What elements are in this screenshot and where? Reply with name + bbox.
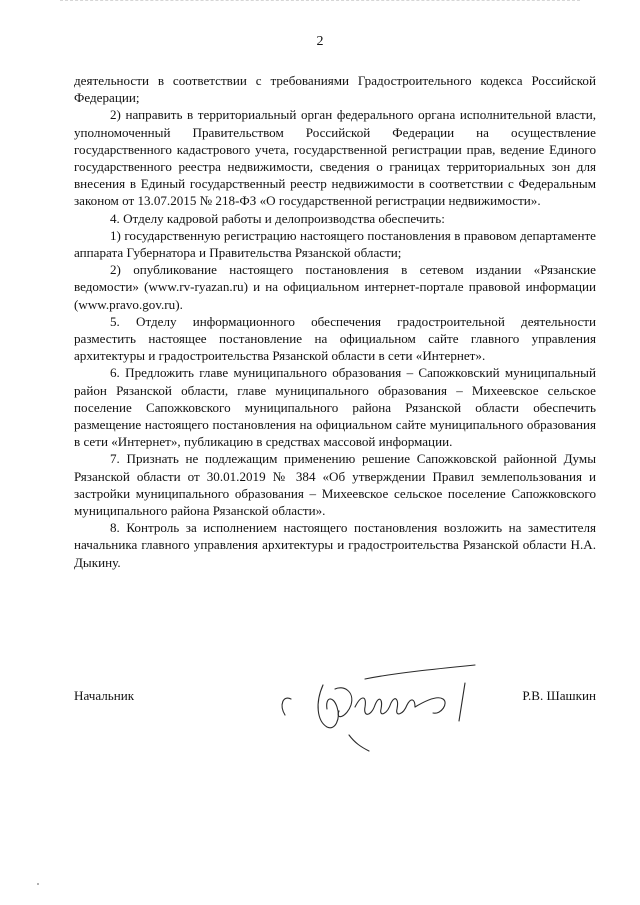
signatory-position: Начальник	[74, 688, 135, 703]
paragraph-item-4: 4. Отделу кадровой работы и делопроизводства обеспечить:	[110, 210, 445, 226]
signature-block	[74, 688, 596, 708]
handwritten-signature	[265, 655, 495, 765]
scan-edge-artifact	[60, 0, 580, 4]
signatory-name: Р.В. Шашкин	[522, 688, 596, 703]
paragraph-item-6: 6. Предложить главе муниципального образования – Сапожковский муниципальный район Рязанской области, главе муниципального образования – Михеевское сельское поселение Сапожковского муниципального района Рязанской области обеспечить размещение настоящего постановления на официальном сайте муниципального образования в сети «Интернет», публикацию в средствах массовой информации.	[74, 365, 596, 450]
paragraph-item-7: 7. Признать не подлежащим применению решение Сапожковской районной Думы Рязанской области от 30.01.2019 № 384 «Об утверждении Правил землепользования и застройки муниципального образования – Михеевское сельское поселение Сапожковского муниципального района Рязанской области».	[74, 451, 596, 519]
page-number: 2	[316, 34, 324, 49]
paragraph-item-2-direct: 2) направить в территориальный орган федерального органа исполнительной власти, уполномоченный Правительством Российской Федерации на осуществление государственного кадастрового учета, государственной регистрации прав, ведение Единого государственного реестра недвижимости, сведения о границах территориальных зон для внесения в Единый государственный реестр недвижимости в соответствии с Федеральным законом от 13.07.2015 № 218-ФЗ «О государственной регистрации недвижимости».	[74, 107, 596, 209]
paragraph-item-4-1: 1) государственную регистрацию настоящего постановления в правовом департаменте аппарата Губернатора и Правительства Рязанской области;	[74, 227, 596, 261]
paragraph-item-4-2: 2) опубликование настоящего постановления в сетевом издании «Рязанские ведомости» (www.rv-ryazan.ru) и на официальном интернет-портале правовой информации (www.pravo.gov.ru).	[74, 262, 596, 312]
paragraph-item-8: 8. Контроль за исполнением настоящего постановления возложить на заместителя начальника главного управления архитектуры и градостроительства Рязанской области Н.А. Дыкину.	[74, 520, 596, 570]
paragraph-item-5: 5. Отделу информационного обеспечения градостроительной деятельности разместить настоящее постановление на официальном сайте главного управления архитектуры и градостроительства Рязанской области в сети «Интернет».	[74, 313, 596, 364]
scan-speck	[34, 880, 42, 888]
document-body	[74, 72, 596, 571]
paragraph-continuation: деятельности в соответствии с требованиями Градостроительного кодекса Российской Федерации;	[74, 73, 596, 106]
